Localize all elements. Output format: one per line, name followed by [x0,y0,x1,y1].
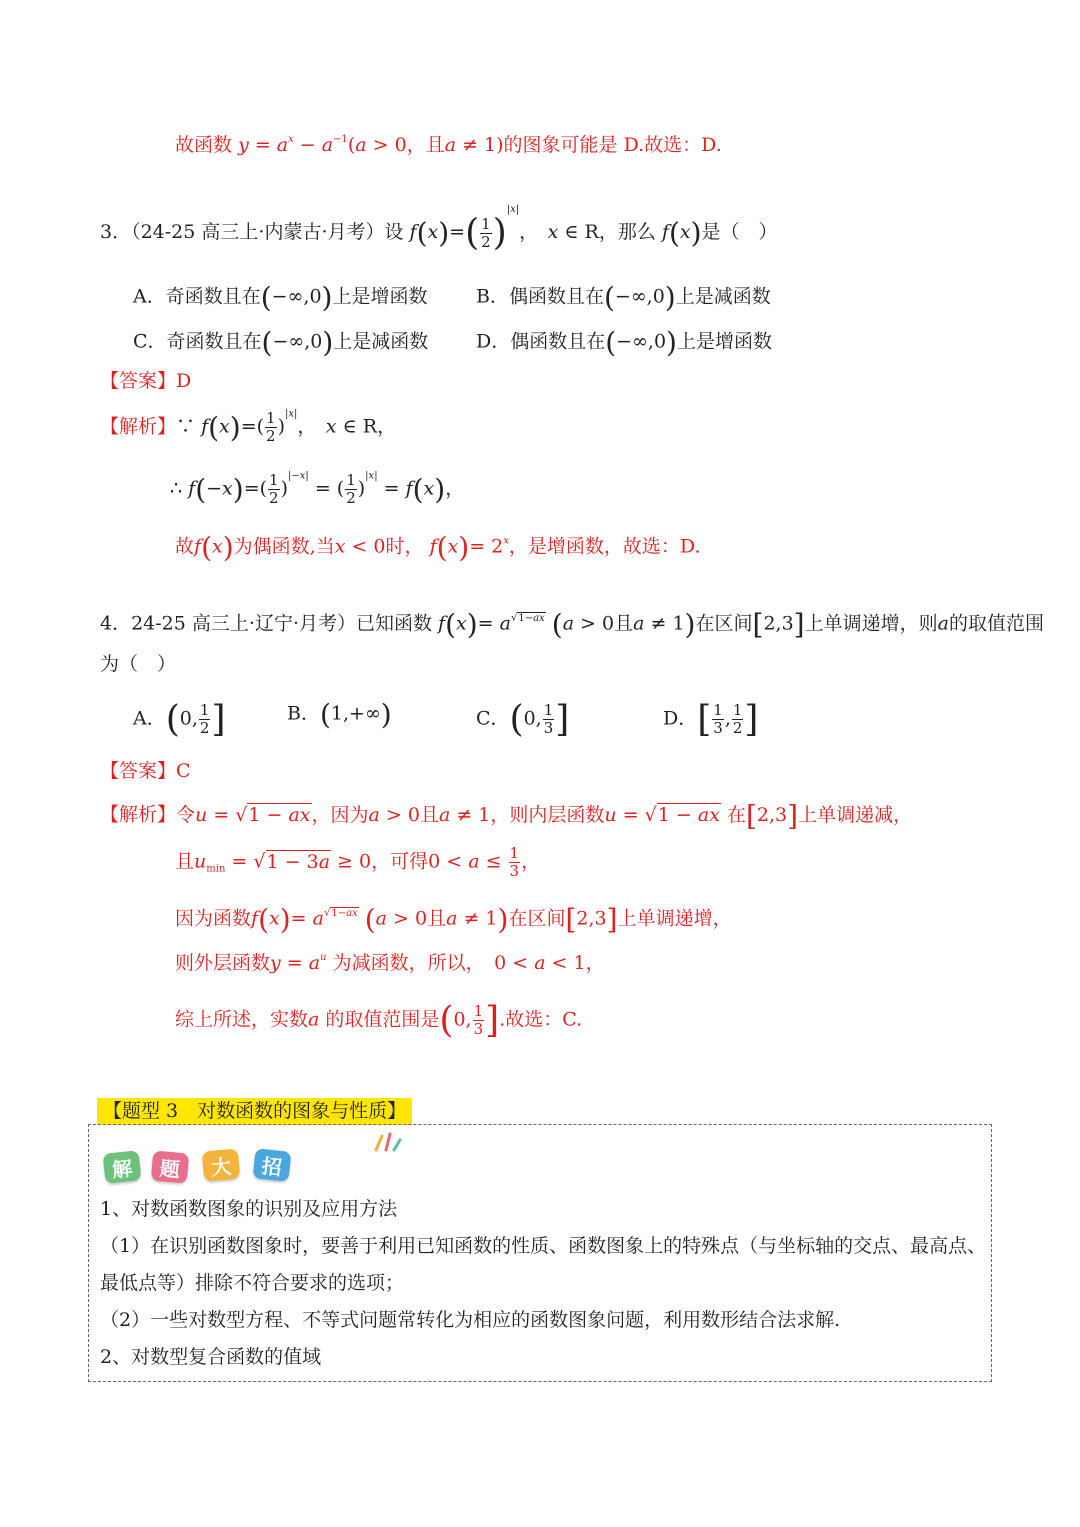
q3-answer [100,370,191,394]
badge-char-4 [253,1148,292,1182]
q4-analysis-line5: 综上所述，实数a 的取值范围是(0, $\frac{1}{3}$ ].故选：C. [175,1000,583,1041]
badge-text: 大 [210,1153,233,1180]
option-label: B． [287,702,320,725]
text: 故函数 [175,134,233,156]
q4-analysis-line3: 因为函数$f(x)= a^{√1-ax}$ (a > 0且a ≠ 1)在区间[2,3]上单调递增， [175,903,732,936]
text: 且 [175,850,195,873]
text: 在 [726,803,746,826]
q4-analysis-line2: 且$u_{min} = √1 - 3a \ge 0$，可得0 < a ≤ $\frac{1}{3}$ ， [175,844,541,880]
text: 的取值范围是 [325,1008,440,1031]
text: 且 [427,907,447,930]
q3-option-d: D．偶函数且在(−∞,0)上是增函数 [476,326,772,359]
text: 令 [176,803,196,826]
text: 上是增函数 [332,285,428,308]
sparkle-icon [372,1130,402,1152]
analysis-label: 【解析】 [100,415,177,438]
option-label: D．偶函数且在 [476,330,606,353]
text: 为偶函数,当 [233,535,335,558]
q3-analysis-line1: 【解析】∵ f(x)=( $\frac{1}{2}$ )$^{|x|}$， x ∈ R， [100,408,397,445]
badge-text: 题 [158,1155,181,1182]
option-label: A．奇函数且在 [133,285,261,308]
badge-char-1 [103,1150,142,1184]
badge-text: 招 [260,1153,284,1180]
q3-conclusion: 故f(x)为偶函数,当x < 0时， $f(x)= 2^x$，是增函数，故选：D. [175,531,701,564]
text: ，因为 [311,803,369,826]
text: 且 [614,612,634,635]
text: 上是减函数 [333,330,429,353]
text: .故选：C. [499,1008,583,1031]
q3-stem: 3．（24-25 高三上·内蒙古·月考）设 f(x)=( $\frac{1}{2}$ )$^{|x|}$， x ∈ R，那么 f(x)是（ ） [100,204,778,254]
fraction: $\frac{1}{3}$ [509,844,520,880]
option-label: C． [476,707,510,730]
option-label: C．奇函数且在 [133,330,262,353]
tips-line: （1）在识别函数图象时，要善于利用已知函数的性质、函数图象上的特殊点（与坐标轴的交点、最高点、 [100,1235,987,1257]
question-number: 3．（24-25 高三上·内蒙古·月考）设 [100,221,404,243]
fraction: $\frac{1}{3}$ [473,1002,484,1038]
q4-stem-line1: 4．24-25 高三上·辽宁·月考）已知函数 $f(x)= a^{√1-ax}$ (a > 0且a ≠ 1)在区间[2,3]上单调递增，则a的取值范围 [100,608,1044,641]
fraction: $\frac{1}{2}$ [269,471,279,507]
text: 则外层函数 [175,952,271,974]
q4-option-c: C．(0, $\frac{1}{3}$ ] [476,699,570,740]
tips-line: 1、对数函数图象的识别及应用方法 [100,1198,398,1220]
answer-label: 【答案】 [100,370,177,392]
text: 故 [175,535,195,558]
fraction: $\frac{1}{2}$ [346,471,356,507]
fraction: $\frac{1}{2}$ [481,214,491,251]
fraction: $\frac{1}{2}$ [266,409,276,445]
option-label: B．偶函数且在 [476,285,604,308]
text: 上是增函数 [676,330,772,353]
q4-answer [100,760,191,784]
option-label: A． [133,707,166,730]
section-title [97,1098,412,1125]
section-title-text: 【题型 3 对数函数的图象与性质】 [103,1100,407,1122]
fraction: $\frac{1}{3}$ [543,701,554,737]
q3-option-c: C．奇函数且在(−∞,0)上是减函数 [133,326,429,359]
answer-value: C [176,760,191,782]
text: 是（ ） [701,221,778,243]
answer-label: 【答案】 [100,760,177,782]
text: 上单调递增，则 [804,612,938,635]
q3-option-b: B．偶函数且在(−∞,0)上是减函数 [476,281,771,314]
q3-option-a: A．奇函数且在(−∞,0)上是增函数 [133,281,428,314]
q4-stem-line2: 为（ ） [100,653,177,675]
q3-analysis-line2: ∴ f(−x)=( $\frac{1}{2}$ )$^{|-x|}$ = ( $\frac{1}{2}$ )$^{|x|}$ = f(x)， [170,470,465,507]
text: 在区间 [695,612,753,635]
badge-text: 解 [110,1155,134,1182]
tips-line: 2、对数型复合函数的值域 [100,1346,322,1368]
text: 上单调递减， [798,803,913,826]
fraction: $\frac{1}{2}$ [199,701,210,737]
q4-analysis-line4: 则外层函数$y = a^u$ 为减函数，所以， 0 < a < 1， [175,952,605,974]
option-label: D． [663,707,698,730]
text: 的图象可能是 D.故选：D. [503,134,722,156]
text: ，是增函数，故选：D. [508,535,701,558]
text: ，可得 [371,850,429,873]
q4-analysis-line1: 【解析】令u = √1 − ax，因为a > 0且a ≠ 1，则内层函数u = √1 − ax 在[2,3]上单调递减， [100,799,913,832]
text: 上是减函数 [675,285,771,308]
badge-char-3 [202,1148,240,1181]
fraction: $\frac{1}{3}$ [713,701,723,737]
q4-option-a: A．(0, $\frac{1}{2}$ ] [133,699,226,740]
text: 为减函数，所以， [332,952,476,974]
text: 且 [419,803,439,826]
text: ，那么 [598,221,656,243]
q4-option-b: B．(1,+∞) [287,698,392,731]
prev-conclusion: 故函数 $y = a^x - a^{-1}(a > 0$，且a ≠ 1)的图象可能是 D.故选：D. [175,134,722,156]
badge-char-2 [151,1150,189,1183]
tips-line: 最低点等）排除不符合要求的选项； [100,1272,405,1294]
fraction: $\frac{1}{2}$ [732,701,743,737]
question-number: 4．24-25 高三上·辽宁·月考）已知函数 [100,612,432,635]
analysis-label: 【解析】 [100,803,177,826]
text: 综上所述，实数 [175,1008,309,1031]
text: 因为函数 [175,907,252,930]
tips-line: （2）一些对数型方程、不等式问题常转化为相应的函数图象问题，利用数形结合法求解. [100,1309,841,1331]
text: ，且 [406,134,445,156]
text: ， [519,221,529,243]
text: ，则内层函数 [490,803,605,826]
answer-value: D [176,370,192,392]
q4-option-d: D．[ $\frac{1}{3}$ , $\frac{1}{2}$ ] [663,699,759,740]
text: 上单调递增， [617,907,732,930]
text: 的取值范围 [948,612,1044,635]
text: 时， [385,535,424,558]
text: 在区间 [508,907,566,930]
